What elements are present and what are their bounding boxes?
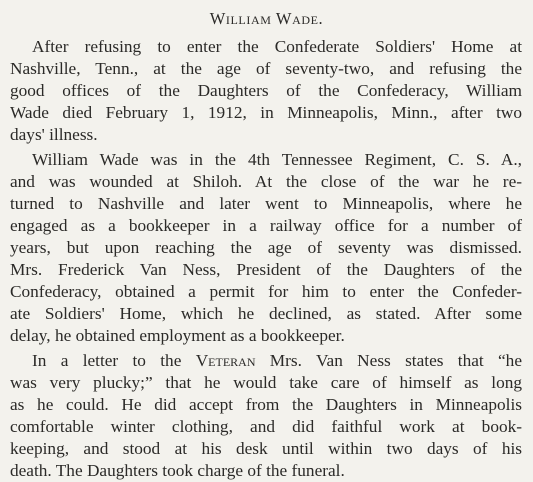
paragraph-2-line-1: William Wade was in the 4th Tennessee Regiment, C. S. A., bbox=[32, 150, 522, 169]
paragraph-1-line-3: good offices of the Daughters of the Confederacy, William bbox=[10, 81, 522, 100]
paragraph-1-line-1: After refusing to enter the Confederate Soldiers' Home at bbox=[32, 37, 522, 56]
paragraph-3-line-5: keeping, and stood at his desk until within two days of his bbox=[10, 439, 522, 458]
paragraph-2-line-6: Mrs. Frederick Van Ness, President of the Daughters of the bbox=[10, 260, 522, 279]
paragraph-3-line-6: death. The Daughters took charge of the funeral. bbox=[10, 461, 345, 480]
paragraph-3-line-4: comfortable winter clothing, and did faithful work at book- bbox=[10, 417, 522, 436]
paragraph-3-line-1-start: In a letter to the bbox=[32, 351, 196, 370]
veteran-publication-name: Veteran bbox=[195, 351, 256, 370]
paragraph-1-line-4: Wade died February 1, 1912, in Minneapolis, Minn., after two bbox=[10, 103, 522, 122]
article-title: William Wade. bbox=[209, 9, 324, 28]
paragraph-2-line-9: delay, he obtained employment as a bookkeeper. bbox=[10, 326, 345, 345]
paragraph-3-line-1 bbox=[32, 350, 522, 372]
paragraph-3-line-3: as he could. He did accept from the Daughters in Minneapolis bbox=[10, 395, 522, 414]
paragraph-2-line-8: ate Soldiers' Home, which he declined, as stated. After some bbox=[10, 304, 522, 323]
paragraph-3-line-2: was very plucky;” that he would take care of himself as long bbox=[10, 373, 522, 392]
paragraph-2-line-2: and was wounded at Shiloh. At the close of the war he re- bbox=[10, 172, 522, 191]
paragraph-2-line-5: years, but upon reaching the age of seventy was dismissed. bbox=[10, 238, 522, 257]
paragraph-2-line-4: engaged as a bookkeeper in a railway office for a number of bbox=[10, 216, 522, 235]
paragraph-1-line-5: days' illness. bbox=[10, 125, 98, 144]
paragraph-1-line-2: Nashville, Tenn., at the age of seventy-two, and refusing the bbox=[10, 59, 522, 78]
paragraph-2-line-7: Confederacy, obtained a permit for him to enter the Confeder- bbox=[10, 282, 522, 301]
paragraph-2-line-3: turned to Nashville and later went to Minneapolis, where he bbox=[10, 194, 522, 213]
paragraph-3-line-1-end: Mrs. Van Ness states that “he bbox=[255, 351, 522, 370]
